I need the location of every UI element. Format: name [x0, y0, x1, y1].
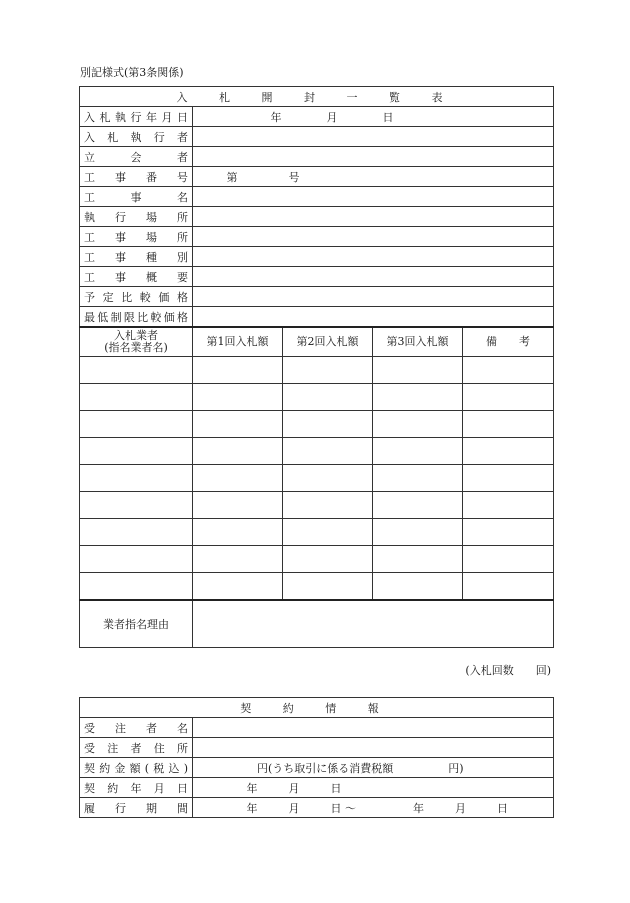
work-number-suffix: 号	[288, 170, 300, 184]
bid-cell[interactable]	[80, 411, 193, 438]
bid-cell[interactable]	[283, 357, 373, 384]
period-end-day: 日	[497, 801, 508, 815]
bid-cell[interactable]	[193, 384, 283, 411]
bid-cell[interactable]	[193, 438, 283, 465]
label-work-summary: 工事概要	[80, 267, 193, 287]
header-round2: 第2回入札額	[283, 327, 373, 357]
header-round3: 第3回入札額	[373, 327, 463, 357]
bid-cell[interactable]	[283, 411, 373, 438]
value-contract-amount[interactable]: 円(うち取引に係る消費税額 円)	[193, 758, 554, 778]
bid-cell[interactable]	[193, 519, 283, 546]
bid-cell[interactable]	[373, 438, 463, 465]
date-year: 年	[270, 110, 282, 124]
label-performance-period: 履行期間	[80, 798, 193, 818]
value-witness[interactable]	[193, 147, 554, 167]
bid-row	[80, 519, 554, 546]
bid-cell[interactable]	[193, 411, 283, 438]
header-remarks: 備 考	[463, 327, 554, 357]
label-work-name: 工事名	[80, 187, 193, 207]
bid-opening-table	[79, 86, 554, 648]
value-contractor-name[interactable]	[193, 718, 554, 738]
bid-cell[interactable]	[373, 519, 463, 546]
bid-row	[80, 492, 554, 519]
value-execution-place[interactable]	[193, 207, 554, 227]
bid-cell[interactable]	[373, 492, 463, 519]
bid-cell[interactable]	[80, 357, 193, 384]
bid-cell[interactable]	[463, 519, 554, 546]
bid-cell[interactable]	[373, 411, 463, 438]
bid-cell[interactable]	[463, 465, 554, 492]
bid-row	[80, 411, 554, 438]
value-work-number[interactable]	[193, 167, 554, 187]
bid-cell[interactable]	[283, 492, 373, 519]
label-minimum-price: 最低制限比較価格	[80, 307, 193, 328]
value-minimum-price[interactable]	[193, 307, 554, 328]
contract-info-title: 契 約 情 報	[80, 698, 554, 718]
label-executor: 入札執行者	[80, 127, 193, 147]
bid-row	[80, 573, 554, 601]
bid-cell[interactable]	[463, 384, 554, 411]
bid-cell[interactable]	[373, 546, 463, 573]
bid-cell[interactable]	[283, 438, 373, 465]
bid-cell[interactable]	[373, 357, 463, 384]
bid-cell[interactable]	[463, 492, 554, 519]
label-nomination-reason: 業者指名理由	[80, 600, 193, 648]
bid-cell[interactable]	[373, 573, 463, 601]
date-day: 日	[382, 110, 394, 124]
bid-cell[interactable]	[193, 573, 283, 601]
bid-cell[interactable]	[80, 546, 193, 573]
bid-cell[interactable]	[193, 357, 283, 384]
bid-cell[interactable]	[463, 357, 554, 384]
label-contractor-name: 受注者名	[80, 718, 193, 738]
date-month: 月	[326, 110, 338, 124]
label-contractor-address: 受注者住所	[80, 738, 193, 758]
label-work-number: 工事番号	[80, 167, 193, 187]
value-work-place[interactable]	[193, 227, 554, 247]
bid-count-note: (入札回数 回)	[465, 664, 551, 677]
bid-cell[interactable]	[80, 492, 193, 519]
label-contract-date: 契約年月日	[80, 778, 193, 798]
label-contract-amount: 契約金額(税込)	[80, 758, 193, 778]
value-planned-price[interactable]	[193, 287, 554, 307]
period-start-day: 日 〜	[330, 801, 356, 815]
period-end-month: 月	[455, 801, 466, 815]
value-bid-date[interactable]	[193, 107, 554, 127]
contract-date-month: 月	[288, 781, 300, 795]
bid-cell[interactable]	[463, 438, 554, 465]
bid-cell[interactable]	[373, 384, 463, 411]
value-performance-period[interactable]	[193, 798, 554, 818]
bid-cell[interactable]	[193, 492, 283, 519]
header-bidder-line1: 入札業者	[114, 329, 158, 342]
label-work-place: 工事場所	[80, 227, 193, 247]
value-work-type[interactable]	[193, 247, 554, 267]
bid-cell[interactable]	[283, 465, 373, 492]
bid-cell[interactable]	[193, 465, 283, 492]
value-executor[interactable]	[193, 127, 554, 147]
bid-row	[80, 546, 554, 573]
bid-row	[80, 357, 554, 384]
value-contract-date[interactable]	[193, 778, 554, 798]
header-bidder-line2: (指名業者名)	[104, 341, 168, 354]
header-round1: 第1回入札額	[193, 327, 283, 357]
contract-date-day: 日	[330, 781, 342, 795]
bid-row	[80, 384, 554, 411]
label-witness: 立会者	[80, 147, 193, 167]
bid-cell[interactable]	[463, 546, 554, 573]
bid-cell[interactable]	[373, 465, 463, 492]
label-execution-place: 執行場所	[80, 207, 193, 227]
period-end-year: 年	[413, 801, 424, 815]
bid-cell[interactable]	[463, 573, 554, 601]
value-nomination-reason[interactable]	[193, 600, 554, 648]
bid-row	[80, 438, 554, 465]
header-bidder	[80, 327, 193, 357]
work-number-prefix: 第	[226, 170, 238, 184]
label-work-type: 工事種別	[80, 247, 193, 267]
bid-cell[interactable]	[80, 573, 193, 601]
bid-cell[interactable]	[283, 384, 373, 411]
bid-opening-title: 入 札 開 封 一 覧 表	[80, 87, 554, 107]
label-planned-price: 予定比較価格	[80, 287, 193, 307]
bid-cell[interactable]	[283, 573, 373, 601]
contract-date-year: 年	[246, 781, 258, 795]
value-contractor-address[interactable]	[193, 738, 554, 758]
period-start-month: 月	[288, 801, 300, 815]
bid-cell[interactable]	[193, 546, 283, 573]
bid-cell[interactable]	[80, 438, 193, 465]
contract-info-table	[79, 697, 554, 818]
bid-cell[interactable]	[463, 411, 554, 438]
bid-row	[80, 465, 554, 492]
period-start-year: 年	[246, 801, 258, 815]
bid-cell[interactable]	[283, 546, 373, 573]
bid-cell[interactable]	[80, 519, 193, 546]
form-caption: 別記様式(第3条関係)	[80, 66, 184, 79]
value-work-name[interactable]	[193, 187, 554, 207]
bid-cell[interactable]	[80, 384, 193, 411]
value-work-summary[interactable]	[193, 267, 554, 287]
label-bid-date: 入札執行年月日	[80, 107, 193, 127]
bid-cell[interactable]	[80, 465, 193, 492]
bid-cell[interactable]	[283, 519, 373, 546]
